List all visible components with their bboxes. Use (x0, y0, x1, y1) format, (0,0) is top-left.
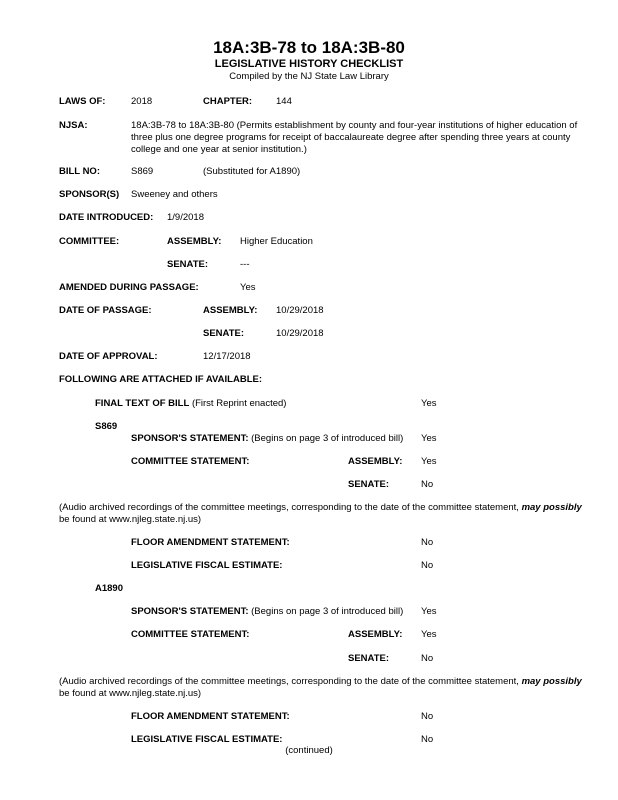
laws-of-value: 2018 (131, 96, 153, 107)
final-text-value: Yes (421, 398, 437, 409)
s869-assembly-value: Yes (421, 456, 437, 467)
final-text-note: (First Reprint enacted) (191, 398, 287, 409)
a1890-bill-label: A1890 (95, 583, 123, 594)
a1890-assembly-label: ASSEMBLY: (348, 629, 403, 640)
following-heading: FOLLOWING ARE ATTACHED IF AVAILABLE: (59, 374, 262, 385)
s869-fiscal-label: LEGISLATIVE FISCAL ESTIMATE: (131, 560, 283, 571)
a1890-sponsor-note: (Begins on page 3 of introduced bill) (251, 606, 404, 617)
njsa-value: 18A:3B-78 to 18A:3B-80 (Permits establishment by county and four-year institutions of higher education of three plus one degree programs for receipt of baccalaureate degree after spending three years at county college and one year at senior institution.) (131, 120, 578, 155)
amended-label: AMENDED DURING PASSAGE: (59, 282, 199, 293)
a1890-fiscal-value: No (421, 734, 434, 745)
amended-value: Yes (240, 282, 256, 293)
a1890-senate-label: SENATE: (348, 653, 389, 664)
s869-audio-line1 (59, 502, 582, 514)
s869-fiscal-value: No (421, 560, 434, 571)
s869-committee-label: COMMITTEE STATEMENT: (131, 456, 250, 467)
date-introduced-label: DATE INTRODUCED: (59, 212, 154, 223)
s869-sponsor-row (131, 433, 403, 445)
date-of-approval-label: DATE OF APPROVAL: (59, 351, 158, 362)
a1890-assembly-value: Yes (421, 629, 437, 640)
a1890-sponsor-label: SPONSOR'S STATEMENT: (131, 606, 249, 617)
a1890-audio-post: be found at www.njleg.state.nj.us) (59, 688, 202, 699)
sponsors-value: Sweeney and others (131, 189, 218, 200)
a1890-floor-value: No (421, 711, 434, 722)
a1890-audio-em: may possibly (521, 676, 582, 687)
passage-assembly-label: ASSEMBLY: (203, 305, 258, 316)
s869-sponsor-value: Yes (421, 433, 437, 444)
passage-senate-value: 10/29/2018 (276, 328, 324, 339)
committee-label: COMMITTEE: (59, 236, 120, 247)
final-text-row (95, 398, 286, 410)
final-text-label: FINAL TEXT OF BILL (95, 398, 190, 409)
bill-no-value: S869 (131, 166, 154, 177)
chapter-label: CHAPTER: (203, 96, 253, 107)
date-introduced-value: 1/9/2018 (167, 212, 204, 223)
a1890-sponsor-row (131, 606, 403, 618)
bill-no-label: BILL NO: (59, 166, 100, 177)
s869-senate-value: No (421, 479, 434, 490)
s869-audio-post: be found at www.njleg.state.nj.us) (59, 514, 202, 525)
chapter-value: 144 (276, 96, 292, 107)
s869-sponsor-note: (Begins on page 3 of introduced bill) (251, 433, 404, 444)
a1890-audio-line1 (59, 676, 582, 688)
page-subtitle: LEGISLATIVE HISTORY CHECKLIST (214, 58, 404, 70)
s869-floor-value: No (421, 537, 434, 548)
committee-senate-label: SENATE: (167, 259, 208, 270)
s869-bill-label: S869 (95, 421, 118, 432)
passage-senate-label: SENATE: (203, 328, 244, 339)
s869-floor-label: FLOOR AMENDMENT STATEMENT: (131, 537, 290, 548)
continued-note: (continued) (285, 745, 333, 756)
s869-audio-pre: (Audio archived recordings of the committee meetings, corresponding to the date of the committee statement, (59, 502, 519, 513)
page-title: 18A:3B-78 to 18A:3B-80 (213, 38, 405, 57)
bill-no-note: (Substituted for A1890) (203, 166, 301, 177)
a1890-audio-pre: (Audio archived recordings of the committee meetings, corresponding to the date of the committee statement, (59, 676, 519, 687)
committee-assembly-value: Higher Education (240, 236, 313, 247)
passage-assembly-value: 10/29/2018 (276, 305, 324, 316)
a1890-senate-value: No (421, 653, 434, 664)
s869-assembly-label: ASSEMBLY: (348, 456, 403, 467)
s869-sponsor-label: SPONSOR'S STATEMENT: (131, 433, 249, 444)
njsa-label: NJSA: (59, 120, 88, 131)
committee-senate-value: --- (240, 259, 250, 270)
committee-assembly-label: ASSEMBLY: (167, 236, 222, 247)
a1890-committee-label: COMMITTEE STATEMENT: (131, 629, 250, 640)
a1890-fiscal-label: LEGISLATIVE FISCAL ESTIMATE: (131, 734, 283, 745)
compiled-by: Compiled by the NJ State Law Library (229, 71, 389, 82)
s869-senate-label: SENATE: (348, 479, 389, 490)
laws-of-label: LAWS OF: (59, 96, 106, 107)
a1890-floor-label: FLOOR AMENDMENT STATEMENT: (131, 711, 290, 722)
date-of-passage-label: DATE OF PASSAGE: (59, 305, 152, 316)
sponsors-label: SPONSOR(S) (59, 189, 120, 200)
s869-audio-em: may possibly (521, 502, 582, 513)
a1890-sponsor-value: Yes (421, 606, 437, 617)
date-of-approval-value: 12/17/2018 (203, 351, 251, 362)
